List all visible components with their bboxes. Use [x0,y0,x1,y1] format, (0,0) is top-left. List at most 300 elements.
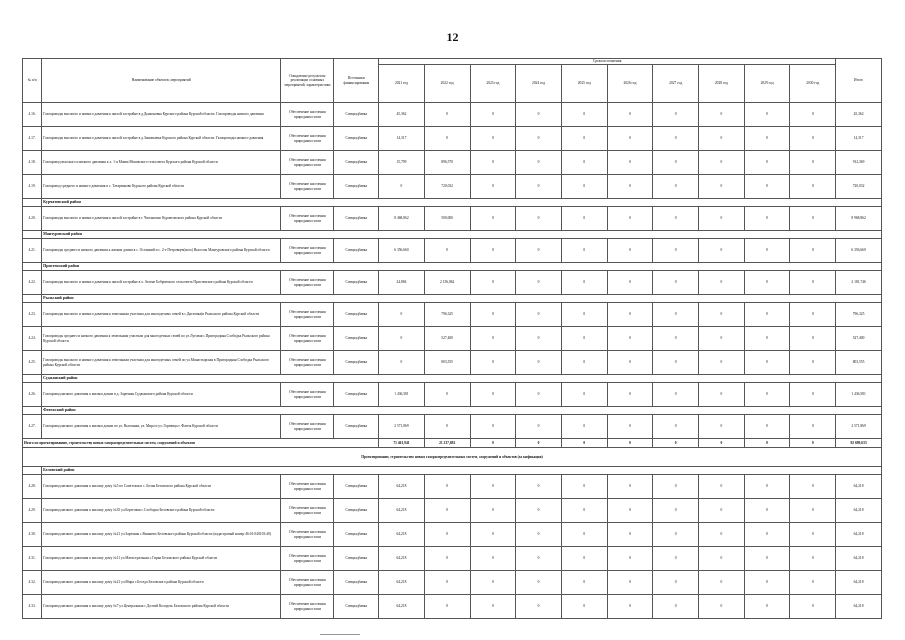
district-name: Фатежский район [42,407,882,415]
row-year-value: 0 [790,383,836,407]
page-number: 12 [446,30,459,44]
row-funding-source: Спецнадбавка [334,175,379,199]
row-total: 803,555 [836,351,882,375]
row-year-value: 0 [790,151,836,175]
row-object-name: Газопровод среднего и низкого давления в с. Татаренково Курского района Курской области [42,175,281,199]
row-purpose: Обеспечение населения природным газом [281,499,334,523]
row-year-value: 0 [744,127,790,151]
district-section-row [23,263,882,271]
row-year-value: 0 [516,303,562,327]
row-number: 4.22. [23,271,42,295]
row-year-value: 0 [699,303,745,327]
row-purpose: Обеспечение населения природным газом [281,327,334,351]
row-object-name: Газопровод низкого давления к жилому дому №5 по Советская в с. Белая Беловского района Курской области [42,475,281,499]
row-year-value: 0 [516,351,562,375]
table-row [23,271,882,295]
table-row [23,175,882,199]
district-name: Суджанский район [42,375,882,383]
table-row [23,103,882,127]
row-number: 4.17. [23,127,42,151]
row-number: 4.32. [23,571,42,595]
subheading-title: Проектирование, строительство новых газораспределительных систем, сооружений и объектов (за кнфикация) [23,448,882,467]
row-object-name: Газопроводы высокого и низкого давления к жилой застройке в х. Зелене Бобровского сельсовета Пристенского района Курской области [42,271,281,295]
row-year-value: 0 [790,523,836,547]
row-year-value: 64,218 [379,523,425,547]
row-year-value: 0 [516,499,562,523]
row-purpose: Обеспечение населения природным газом [281,207,334,231]
row-year-value: 0 [699,415,745,439]
row-year-value: 0 [607,351,653,375]
row-year-value: 0 [699,327,745,351]
row-year-value: 0 [744,383,790,407]
row-year-value: 720,032 [424,175,470,199]
row-purpose: Обеспечение населения природным газом [281,239,334,263]
row-number: 4.27. [23,415,42,439]
row-year-value: 64,218 [379,571,425,595]
row-year-value: 0 [744,571,790,595]
row-year-value: 0 [744,239,790,263]
row-year-value: 0 [699,239,745,263]
row-year-value: 0 [607,595,653,619]
header-purpose: Ожидаемые результаты реализации основных мероприятий, характеристики [281,59,334,103]
header-year: 2026 год [607,65,653,103]
row-year-value: 0 [653,151,699,175]
row-year-value: 0 [561,127,607,151]
row-number: 4.30. [23,523,42,547]
row-year-value: 0 [790,127,836,151]
row-year-value: 0 [561,103,607,127]
total-year-value: 0 [516,439,562,448]
row-year-value: 0 [424,499,470,523]
row-year-value: 0 [561,239,607,263]
section-spacer [23,375,42,383]
header-terms: Сроки исполнения [379,59,836,65]
row-year-value: 0 [516,239,562,263]
row-year-value: 0 [699,271,745,295]
total-year-value: 71 461,941 [379,439,425,448]
row-year-value: 0 [790,571,836,595]
row-funding-source: Спецнадбавка [334,499,379,523]
row-year-value: 527,400 [424,327,470,351]
row-year-value: 0 [561,383,607,407]
row-year-value: 0 [470,415,516,439]
row-year-value: 0 [744,303,790,327]
row-year-value: 0 [516,523,562,547]
row-purpose: Обеспечение населения природным газом [281,103,334,127]
row-year-value: 0 [516,595,562,619]
table-row [23,547,882,571]
row-year-value: 0 [470,327,516,351]
row-total: 64,218 [836,571,882,595]
row-year-value: 14,317 [379,127,425,151]
row-year-value: 0 [424,415,470,439]
row-year-value: 0 [607,103,653,127]
row-object-name: Газопровод низкого давления к жилому дому №21 ул.Мира с.Беседа Беловского района Курской области [42,571,281,595]
header-source: Источники финансирования [334,59,379,103]
row-year-value: 64,218 [379,499,425,523]
program-table [22,58,882,619]
district-name: Курчатовский район [42,199,882,207]
row-total: 912,369 [836,151,882,175]
row-year-value: 500,000 [424,207,470,231]
row-year-value: 0 [470,271,516,295]
row-year-value: 0 [699,151,745,175]
header-year: 2025 год [561,65,607,103]
row-number: 4.26. [23,383,42,407]
row-year-value: 0 [561,327,607,351]
row-year-value: 0 [607,383,653,407]
table-row [23,499,882,523]
row-funding-source: Спецнадбавка [334,207,379,231]
row-year-value: 0 [744,475,790,499]
row-number: 4.20. [23,207,42,231]
row-year-value: 64,218 [379,547,425,571]
row-number: 4.31. [23,547,42,571]
row-number: 4.29. [23,499,42,523]
row-year-value: 0 [470,571,516,595]
row-year-value: 0 [653,351,699,375]
row-year-value: 0 [653,239,699,263]
row-funding-source: Спецнадбавка [334,239,379,263]
row-year-value: 0 [561,175,607,199]
row-total: 14,317 [836,127,882,151]
section-spacer [23,263,42,271]
row-object-name: Газопроводы среднего и низкого давления к жилым домам в с. Останний и с. 2-е Петровцев(ного) Выселок Мантуровского района Курской области [42,239,281,263]
section-spacer [23,231,42,239]
row-year-value: 0 [607,415,653,439]
table-row [23,239,882,263]
row-total: 796,325 [836,303,882,327]
total-year-value: 0 [790,439,836,448]
row-year-value: 0 [790,103,836,127]
row-year-value: 0 [653,103,699,127]
row-number: 4.33. [23,595,42,619]
row-total: 45,362 [836,103,882,127]
row-year-value: 0 [744,415,790,439]
row-funding-source: Спецнадбавка [334,351,379,375]
row-year-value: 0 [744,499,790,523]
row-year-value: 0 [607,207,653,231]
row-purpose: Обеспечение населения природным газом [281,523,334,547]
row-year-value: 0 [653,499,699,523]
table-row [23,327,882,351]
row-year-value: 0 [790,239,836,263]
row-object-name: Газопровод низкого давления к жилым домам по ул. Выгонная, ул. Мира и ул. Горевица г. Фатеж Курской области [42,415,281,439]
row-total: 2 571,869 [836,415,882,439]
row-purpose: Обеспечение населения природным газом [281,595,334,619]
row-year-value: 0 [470,595,516,619]
row-year-value: 0 [699,383,745,407]
row-year-value: 0 [653,523,699,547]
row-funding-source: Спецнадбавка [334,547,379,571]
row-year-value: 0 [561,595,607,619]
row-year-value: 0 [561,475,607,499]
row-purpose: Обеспечение населения природным газом [281,175,334,199]
row-year-value: 0 [470,239,516,263]
row-number: 4.28. [23,475,42,499]
row-year-value: 0 [790,499,836,523]
row-year-value: 0 [424,383,470,407]
row-total: 64,218 [836,523,882,547]
row-year-value: 0 [744,103,790,127]
district-section-row [23,231,882,239]
row-year-value: 0 [607,151,653,175]
row-year-value: 0 [607,175,653,199]
row-year-value: 0 [424,571,470,595]
row-year-value: 0 [744,271,790,295]
row-funding-source: Спецнадбавка [334,151,379,175]
row-object-name: Газопровод низкого давления к жилому дому №11 ул.Магистральная с.Гирьи Беловского района Курской области [42,547,281,571]
row-funding-source: Спецнадбавка [334,415,379,439]
row-year-value: 0 [790,595,836,619]
scan-mark [320,634,360,637]
row-year-value: 0 [470,383,516,407]
row-year-value: 0 [790,303,836,327]
row-year-value: 0 [516,151,562,175]
district-section-row [23,467,882,475]
section-spacer [23,467,42,475]
row-year-value: 0 [470,475,516,499]
row-year-value: 0 [699,175,745,199]
section-spacer [23,407,42,415]
row-year-value: 64,218 [379,595,425,619]
row-funding-source: Спецнадбавка [334,103,379,127]
row-funding-source: Спецнадбавка [334,127,379,151]
row-object-name: Газопроводы высокого и низкого давления к земельным участкам для многодетных семей по ул.Монастырская в Пригородняя Слободка Рыльского района Курской области [42,351,281,375]
row-total: 64,218 [836,475,882,499]
row-year-value: 0 [699,127,745,151]
row-year-value: 0 [470,547,516,571]
row-year-value: 0 [424,547,470,571]
row-purpose: Обеспечение населения природным газом [281,303,334,327]
row-year-value: 0 [516,547,562,571]
row-year-value: 0 [379,351,425,375]
row-purpose: Обеспечение населения природным газом [281,271,334,295]
row-purpose: Обеспечение населения природным газом [281,571,334,595]
row-total: 64,218 [836,595,882,619]
row-year-value: 0 [424,523,470,547]
row-year-value: 0 [607,303,653,327]
row-year-value: 15,799 [379,151,425,175]
row-year-value: 0 [516,175,562,199]
district-section-row [23,295,882,303]
section-spacer [23,295,42,303]
row-year-value: 45,362 [379,103,425,127]
row-year-value: 0 [653,327,699,351]
row-object-name: Газопроводы высокого и низкого давления к жилой застройке в д.Зиновьевка Курского района Курской области. Газопроводы низкого давления [42,127,281,151]
row-year-value: 64,218 [379,475,425,499]
total-label: Итого по проектированию, строительству новых газораспределительных систем, сооружений и объектов [23,439,379,448]
row-year-value: 6 356,660 [379,239,425,263]
district-name: Мантуровский район [42,231,882,239]
row-object-name: Газопроводы высокого и низкого давления к жилой застройке в д.Дьяконовка Курского района Курской области. Газопроводы низкого давления [42,103,281,127]
row-year-value: 0 [653,475,699,499]
row-year-value: 0 [653,383,699,407]
row-year-value: 0 [470,207,516,231]
row-year-value: 0 [653,547,699,571]
row-year-value: 796,325 [424,303,470,327]
row-purpose: Обеспечение населения природным газом [281,415,334,439]
total-year-value: 0 [607,439,653,448]
row-year-value: 0 [470,175,516,199]
row-funding-source: Спецнадбавка [334,571,379,595]
row-year-value: 0 [744,351,790,375]
row-year-value: 0 [516,127,562,151]
table-row [23,415,882,439]
row-year-value: 0 [699,547,745,571]
row-object-name: Газопровод низкого давления к жилому дому №7 ул.Центральная с.Долгий Колодезь Беловского района Курской области [42,595,281,619]
row-object-name: Газопроводы высокого и низкого давления к жилой застройке в г. Чаплыгино Курчатовского района Курской области [42,207,281,231]
row-total: 8 968,862 [836,207,882,231]
row-number: 4.24. [23,327,42,351]
row-purpose: Обеспечение населения природным газом [281,475,334,499]
header-year: 2029 год [744,65,790,103]
table-row [23,207,882,231]
row-year-value: 0 [699,475,745,499]
row-year-value: 0 [607,499,653,523]
total-year-value: 0 [653,439,699,448]
row-purpose: Обеспечение населения природным газом [281,383,334,407]
row-year-value: 0 [561,523,607,547]
row-funding-source: Спецнадбавка [334,303,379,327]
row-year-value: 0 [470,103,516,127]
row-year-value: 0 [424,595,470,619]
row-year-value: 0 [607,327,653,351]
row-year-value: 0 [607,127,653,151]
district-section-row [23,199,882,207]
row-year-value: 2 156,862 [424,271,470,295]
row-year-value: 0 [744,175,790,199]
row-funding-source: Спецнадбавка [334,595,379,619]
row-year-value: 0 [516,571,562,595]
row-number: 4.19. [23,175,42,199]
row-purpose: Обеспечение населения природным газом [281,127,334,151]
row-year-value: 0 [516,475,562,499]
row-total: 64,218 [836,499,882,523]
row-funding-source: Спецнадбавка [334,523,379,547]
row-total: 2 181,746 [836,271,882,295]
row-number: 4.23. [23,303,42,327]
row-year-value: 0 [607,475,653,499]
row-year-value: 0 [470,151,516,175]
total-year-value: 21 237,692 [424,439,470,448]
row-year-value: 0 [470,499,516,523]
row-year-value: 0 [790,327,836,351]
total-year-value: 0 [744,439,790,448]
row-year-value: 0 [607,571,653,595]
row-year-value: 0 [470,127,516,151]
row-year-value: 0 [379,175,425,199]
row-year-value: 896,570 [424,151,470,175]
row-total: 1 436,581 [836,383,882,407]
row-year-value: 0 [561,207,607,231]
row-year-value: 0 [744,151,790,175]
row-year-value: 0 [699,499,745,523]
row-year-value: 0 [653,415,699,439]
row-year-value: 0 [470,303,516,327]
table-row [23,571,882,595]
row-year-value: 0 [653,271,699,295]
row-total: 720,032 [836,175,882,199]
row-year-value: 0 [516,327,562,351]
row-year-value: 0 [516,271,562,295]
row-year-value: 0 [744,327,790,351]
row-year-value: 0 [790,415,836,439]
row-year-value: 0 [790,175,836,199]
row-year-value: 0 [561,547,607,571]
header-num: № п/п [23,59,42,103]
row-year-value: 0 [699,595,745,619]
row-year-value: 0 [790,207,836,231]
row-funding-source: Спецнадбавка [334,383,379,407]
row-year-value: 0 [607,547,653,571]
row-year-value: 0 [790,475,836,499]
row-year-value: 0 [379,303,425,327]
total-row [23,439,882,448]
total-year-value: 0 [561,439,607,448]
row-year-value: 0 [561,499,607,523]
row-year-value: 0 [424,239,470,263]
row-year-value: 0 [470,351,516,375]
row-year-value: 0 [790,351,836,375]
table-row [23,475,882,499]
table-row [23,303,882,327]
row-year-value: 0 [699,523,745,547]
row-year-value: 0 [424,103,470,127]
row-year-value: 0 [561,415,607,439]
row-year-value: 0 [699,351,745,375]
table-row [23,595,882,619]
row-year-value: 0 [744,207,790,231]
header-year: 2022 год [424,65,470,103]
row-year-value: 1 436,581 [379,383,425,407]
header-year: 2023 год [470,65,516,103]
row-object-name: Газопровод низкого давления к жилому дому №21 ул.Заречная с.Вишнево Беловского района Курской области (кадастровый номер 46:01:040103:40) [42,523,281,547]
district-name: Рыльский район [42,295,882,303]
row-year-value: 24,884 [379,271,425,295]
row-year-value: 803,555 [424,351,470,375]
header-year: 2030 год [790,65,836,103]
table-row [23,383,882,407]
table-row [23,127,882,151]
row-purpose: Обеспечение населения природным газом [281,547,334,571]
row-year-value: 0 [790,271,836,295]
header-year: 2021 год [379,65,425,103]
district-name: Беловский район [42,467,882,475]
table-row [23,523,882,547]
row-year-value: 0 [561,571,607,595]
row-year-value: 0 [561,303,607,327]
row-funding-source: Спецнадбавка [334,271,379,295]
row-year-value: 0 [653,127,699,151]
row-year-value: 0 [607,523,653,547]
row-year-value: 0 [699,207,745,231]
table-row [23,151,882,175]
section-spacer [23,199,42,207]
header-year: 2028 год [699,65,745,103]
district-section-row [23,375,882,383]
row-year-value: 0 [516,207,562,231]
district-name: Пристенский район [42,263,882,271]
row-year-value: 0 [653,595,699,619]
row-number: 4.16. [23,103,42,127]
row-year-value: 8 468,862 [379,207,425,231]
header-year: 2024 год [516,65,562,103]
table-row [23,351,882,375]
row-year-value: 2 571,869 [379,415,425,439]
row-year-value: 0 [424,475,470,499]
row-year-value: 0 [744,523,790,547]
